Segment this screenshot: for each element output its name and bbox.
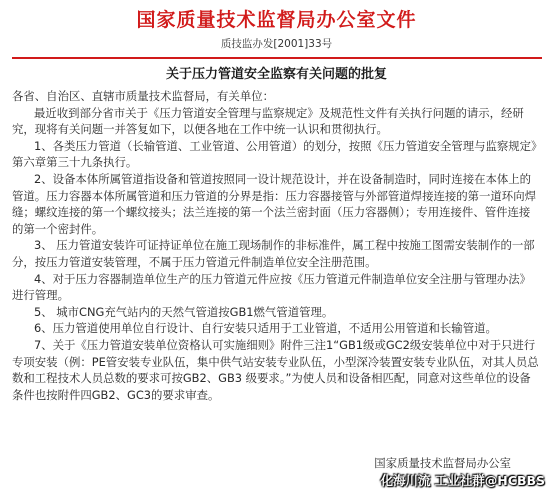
signature: 国家质量技术监督局办公室	[374, 456, 511, 470]
paragraph-item-3: 3、 压力管道安装许可证持证单位在施工现场制作的非标准件，属工程中按施工图需安装制作的一部分，按压力管道安装管理，不属于压力管道元件制造单位安全注册范围。	[12, 238, 535, 269]
paragraph-item-7: 7、关于《压力管道安装单位资格认可实施细则》附件三注1“GB1级或GC2级安装单位中对于只进行专项安装（例：PE管安装专业队伍，集中供气站安装专业队伍，小型深冷装置安装专业队伍，对其人员总数和工程技术人员总数的要求可按GB2、GB3 级要求。”为使人员和设备相匹配，同意对这些单位的设备条件也按附件四GB2、GC3的要求审查。	[12, 337, 539, 402]
agency-header-title: 国家质量技术监督局办公室文件	[136, 9, 417, 31]
paragraph-item-4: 4、对于压力容器制造单位生产的压力管道元件应按《压力管道元件制造单位安全注册与管理办法》进行管理。	[12, 271, 532, 303]
salutation: 各省、自治区、直辖市质量技术监督局，有关单位：	[12, 89, 274, 103]
document-number: 质技监办发[2001]33号	[220, 38, 333, 50]
paragraph-item-1: 1、各类压力管道（长输管道、工业管道、公用管道）的划分，按照《压力管道安全管理与监察规定》第六章第三十九条执行。	[12, 138, 537, 170]
paragraph-item-2: 2、设备本体所属管道指设备和管道按照同一设计规范设计，并在设备制造时，同时连接在本体上的管道。压力容器本体所属管道和压力管道的分界是指：压力容器接管与外部管道焊接连接的第一道环向焊缝；螺纹连接的第一个螺纹接头；法兰连接的第一个法兰密封面（压力容器侧）；专用连接件、管件连接的第一个密封件。	[12, 171, 536, 236]
red-divider-line	[12, 57, 542, 59]
document-title: 关于压力管道安全监察有关问题的批复	[165, 67, 387, 82]
paragraph-item-5: 5、 城市CNG充气站内的天然气管道按GB1燃气管道管理。	[34, 304, 334, 319]
watermark-text: 化海川流 工业社群@HCBBS	[380, 473, 545, 488]
paragraph-item-6: 6、压力管道使用单位自行设计、自行安装只适用于工业管道，不适用公用管道和长输管道。	[34, 321, 497, 336]
document-body	[12, 88, 540, 403]
paragraph-intro: 最近收到部分省市关于《压力管道安全管理与监察规定》及规范性文件有关执行问题的请示，经研究，现将有关问题一并答复如下，以便各地在工作中统一认识和贯彻执行。	[12, 105, 524, 137]
